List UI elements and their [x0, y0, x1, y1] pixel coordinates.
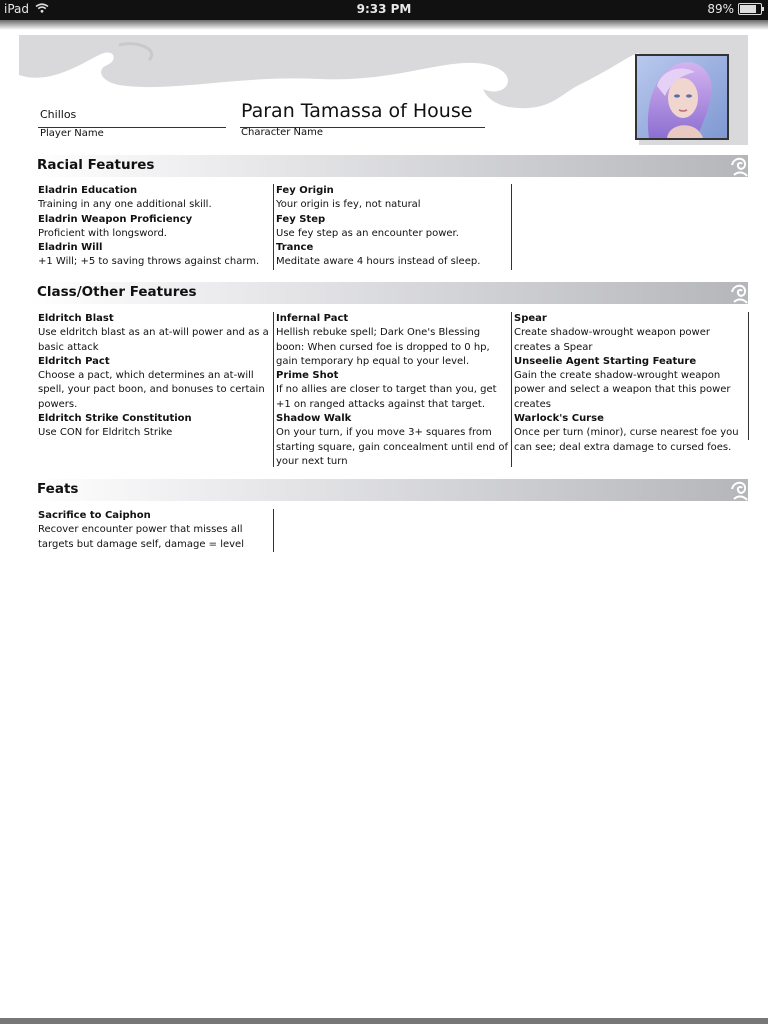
section-title: Feats: [37, 481, 79, 497]
feature-title: Eldritch Strike Constitution: [38, 413, 192, 425]
feature-desc: Proficient with longsword.: [38, 227, 167, 239]
character-name-value[interactable]: Paran Tamassa of House: [241, 100, 473, 122]
class-features-header: [30, 282, 748, 304]
feature-desc: Use eldritch blast as an at-will power and as a basic attack: [38, 327, 269, 353]
top-bezel-shadow: [0, 20, 768, 30]
feature-desc: +1 Will; +5 to saving throws against charm.: [38, 256, 260, 268]
racial-features-header: [30, 155, 748, 177]
player-name-label: Player Name: [40, 128, 104, 139]
class-column-2: [276, 312, 508, 469]
class-column-3: [514, 312, 746, 455]
feature-title: Infernal Pact: [276, 313, 349, 324]
column-divider: [511, 184, 512, 270]
feature-desc: Create shadow-wrought weapon power creates a Spear: [514, 327, 710, 353]
feature-desc: Choose a pact, which determines an at-will spell, your pact boon, and bonuses to certain powers.: [38, 370, 265, 410]
section-title: Racial Features: [37, 157, 155, 173]
feature-title: Eldritch Blast: [38, 313, 114, 324]
status-bar: [0, 0, 768, 20]
device-label: iPad: [4, 2, 30, 16]
bottom-bezel: [0, 1018, 768, 1024]
clock: 9:33 PM: [356, 2, 412, 16]
feature-desc: Your origin is fey, not natural: [276, 199, 421, 211]
racial-column-2: [276, 184, 509, 270]
feature-title: Sacrifice to Caiphon: [38, 510, 151, 521]
feature-title: Eladrin Will: [38, 242, 103, 254]
feature-desc: Meditate aware 4 hours instead of sleep.: [276, 256, 481, 268]
racial-column-1: [38, 184, 272, 270]
feature-desc: Once per turn (minor), curse nearest foe you can see; deal extra damage to cursed foes.: [514, 427, 739, 453]
class-column-1: [38, 312, 270, 441]
character-name-label: Character Name: [241, 127, 324, 138]
feature-desc: Recover encounter power that misses all targets but damage self, damage = level: [38, 524, 244, 550]
player-name-value[interactable]: Chillos: [40, 108, 77, 121]
swirl-ornament-icon: [730, 282, 748, 304]
battery-percent: 89%: [707, 2, 734, 16]
feature-desc: Use fey step as an encounter power.: [276, 227, 459, 239]
feature-title: Trance: [276, 242, 314, 254]
feature-title: Fey Step: [276, 213, 326, 225]
feature-title: Prime Shot: [276, 370, 339, 382]
battery-icon: [738, 3, 762, 15]
feature-desc: Gain the create shadow-wrought weapon power and select a weapon that this power creates: [514, 370, 731, 410]
feature-title: Eladrin Education: [38, 185, 138, 196]
feats-header: [30, 479, 748, 501]
feature-desc: Training in any one additional skill.: [38, 199, 212, 211]
feature-desc: On your turn, if you move 3+ squares from starting square, gain concealment until end of your next turn: [276, 427, 508, 467]
swirl-ornament-icon: [730, 479, 748, 501]
feats-column-1: [38, 509, 272, 552]
section-title: Class/Other Features: [37, 284, 197, 300]
feature-title: Fey Origin: [276, 185, 334, 196]
feature-title: Eldritch Pact: [38, 355, 110, 367]
feature-desc: Hellish rebuke spell; Dark One's Blessing boon: When cursed foe is dropped to 0 hp, gain temporary hp equal to your level.: [276, 327, 490, 367]
feature-title: Warlock's Curse: [514, 413, 604, 425]
feature-desc: If no allies are closer to target than you, get +1 on ranged attacks against that target.: [276, 384, 497, 410]
column-divider: [273, 312, 274, 467]
feature-desc: Use CON for Eldritch Strike: [38, 427, 173, 439]
swirl-ornament-icon: [730, 155, 748, 177]
feature-title: Unseelie Agent Starting Feature: [514, 355, 697, 367]
feature-title: Eladrin Weapon Proficiency: [38, 213, 193, 225]
feature-title: Spear: [514, 313, 547, 324]
column-divider: [511, 312, 512, 467]
column-divider: [273, 509, 274, 552]
column-divider: [748, 312, 749, 440]
feature-title: Shadow Walk: [276, 413, 352, 425]
column-divider: [273, 184, 274, 270]
character-portrait[interactable]: [635, 54, 729, 140]
battery-level: [740, 5, 756, 13]
